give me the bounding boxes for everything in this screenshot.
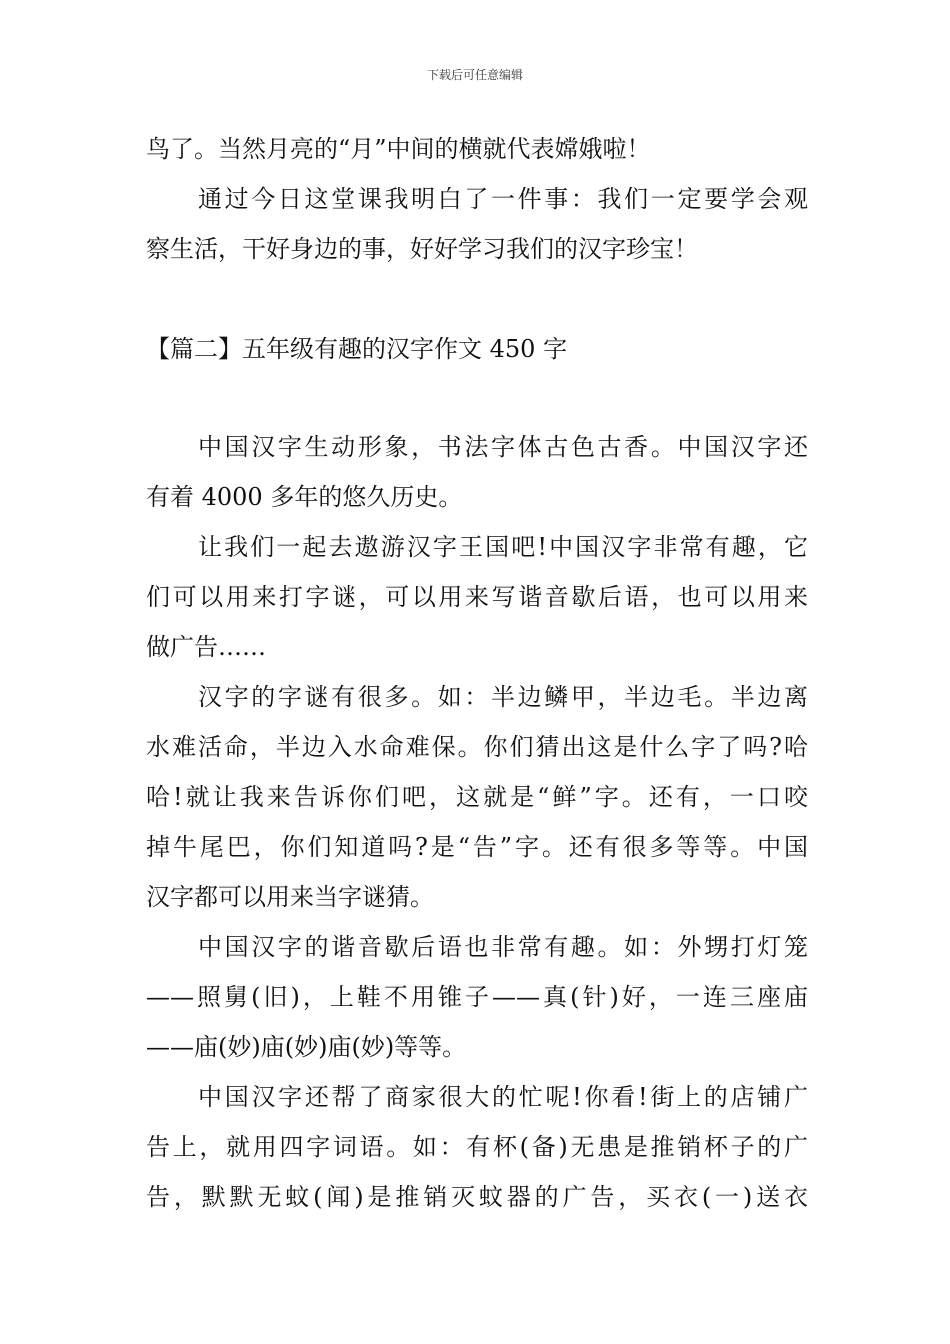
page-header: 下载后可任意编辑 — [426, 68, 523, 82]
text-line: 中国汉字还帮了商家很大的忙呢!你看!街上的店铺广 — [198, 1083, 808, 1111]
text-line: 鸟了。当然月亮的“月”中间的横就代表嫦娥啦！ — [146, 135, 651, 163]
text-line: 中国汉字的谐音歇后语也非常有趣。如：外甥打灯笼 — [198, 933, 808, 961]
text-line: 通过今日这堂课我明白了一件事：我们一定要学会观 — [198, 185, 808, 213]
text-line: 让我们一起去遨游汉字王国吧!中国汉字非常有趣，它 — [198, 533, 808, 561]
text-line: ——照舅(旧)，上鞋不用锥子——真(针)好，一连三座庙 — [146, 983, 808, 1011]
text-line: 中国汉字生动形象，书法字体古色古香。中国汉字还 — [198, 433, 808, 461]
text-line: 水难活命，半边入水命难保。你们猜出这是什么字了吗?哈 — [146, 733, 808, 761]
section-title: 【篇二】五年级有趣的汉字作文 450 字 — [146, 335, 568, 363]
text-line: ——庙(妙)庙(妙)庙(妙)等等。 — [146, 1033, 467, 1061]
text-line: 掉牛尾巴，你们知道吗?是“告”字。还有很多等等。中国 — [146, 833, 808, 861]
top-paragraphs — [146, 124, 808, 274]
text-line: 做广告…… — [146, 633, 266, 661]
text-line: 们可以用来打字谜，可以用来写谐音歇后语，也可以用来 — [146, 583, 808, 611]
text-line: 汉字都可以用来当字谜猜。 — [146, 883, 434, 911]
text-line: 告上，就用四字词语。如：有杯(备)无患是推销杯子的广 — [146, 1133, 808, 1161]
text-line: 哈!就让我来告诉你们吧，这就是“鲜”字。还有，一口咬 — [146, 783, 808, 811]
body-paragraphs — [146, 422, 808, 1222]
text-line: 告，默默无蚊(闻)是推销灭蚊器的广告，买衣(一)送衣 — [146, 1183, 808, 1211]
text-line: 汉字的字谜有很多。如：半边鳞甲，半边毛。半边离 — [198, 683, 808, 711]
text-line: 察生活，干好身边的事，好好学习我们的汉字珍宝！ — [146, 235, 698, 263]
text-line: 有着 4000 多年的悠久历史。 — [146, 483, 463, 511]
